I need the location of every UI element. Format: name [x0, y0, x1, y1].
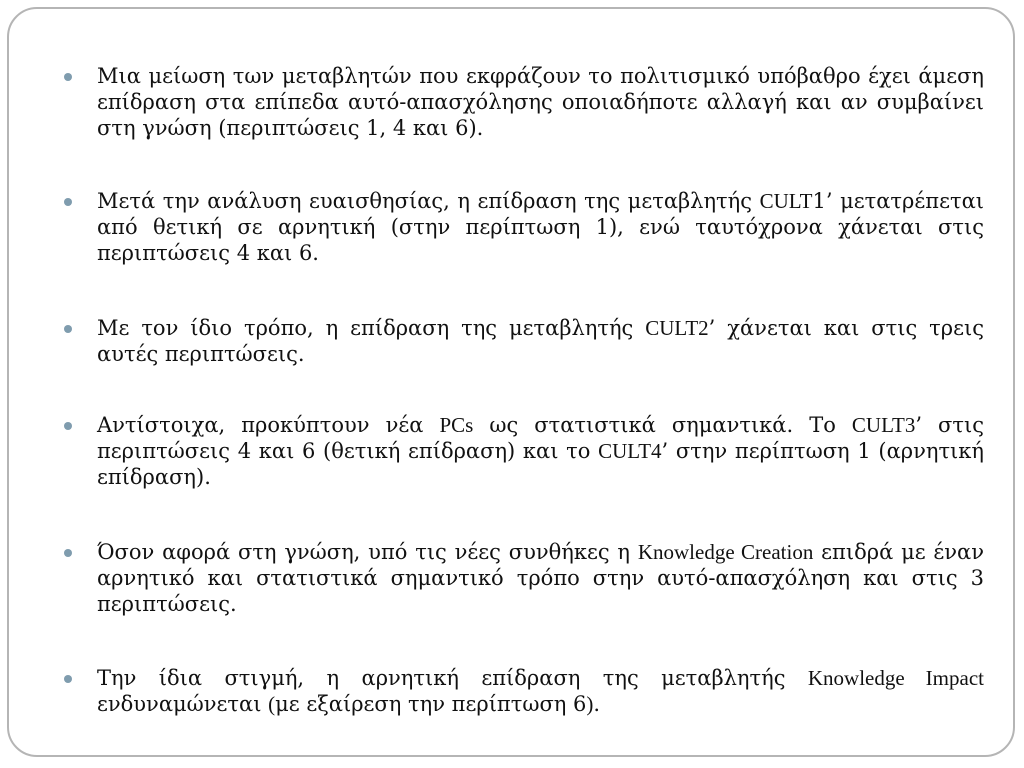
bullet-5-text-a: Όσον αφορά στη γνώση, υπό τις νέες συνθήκες η — [97, 540, 638, 564]
slide-content — [64, 59, 984, 749]
bullet-5-text-b: επιδρά με έναν αρνητικό και στατιστικά σημαντικό τρόπο στην αυτό-απασχόληση και στις 3 περιπτώσεις. — [97, 540, 985, 616]
bullet-dot-icon — [64, 422, 72, 430]
bullet-2-variable: CULT — [759, 189, 813, 213]
bullet-6-variable: Knowledge Impact — [807, 666, 984, 690]
bullet-item-1 — [64, 63, 984, 141]
bullet-6-paren-close: ) — [586, 692, 594, 716]
bullet-dot-icon — [64, 675, 72, 683]
bullet-4-pcs: PCs — [439, 413, 474, 437]
bullet-dot-icon — [64, 549, 72, 557]
bullet-4-text-d: ’ στην περίπτωση 1 (αρνητική επίδραση). — [97, 439, 984, 489]
bullet-item-6 — [64, 665, 984, 717]
bullet-dot-icon — [64, 325, 72, 333]
bullet-4-text-c: ’ στις περιπτώσεις 4 και 6 (θετική επίδραση) και το — [97, 413, 984, 463]
bullet-3-variable: CULT2 — [645, 316, 709, 340]
bullet-item-5 — [64, 539, 984, 617]
bullet-4-variable-cult4: CULT4 — [598, 439, 662, 463]
bullet-text-3 — [97, 315, 984, 367]
bullet-2-text-a: Μετά την ανάλυση ευαισθησίας, η επίδραση της μεταβλητής — [97, 189, 760, 213]
bullet-item-4 — [64, 412, 984, 490]
bullet-text-6 — [97, 665, 984, 717]
bullet-text-4 — [97, 412, 984, 490]
bullet-4-text-b: ως στατιστικά σημαντικά. Το — [473, 413, 852, 437]
bullet-item-3 — [64, 315, 984, 367]
bullet-item-2 — [64, 188, 984, 266]
bullet-6-text-b: ενδυναμώνεται — [97, 692, 269, 716]
slide-frame — [7, 7, 1015, 757]
bullet-text-5 — [97, 539, 984, 617]
bullet-dot-icon — [64, 73, 72, 81]
bullet-6-text-c: με εξαίρεση την περίπτωση 6 — [275, 692, 587, 716]
bullet-6-paren-open: ( — [268, 692, 276, 716]
bullet-dot-icon — [64, 198, 72, 206]
bullet-3-text-a: Με τον ίδιο τρόπο, η επίδραση της μεταβλητής — [97, 316, 646, 340]
bullet-text-2 — [97, 188, 984, 266]
bullet-4-variable-cult3: CULT3 — [851, 413, 916, 437]
bullet-6-period: . — [593, 692, 601, 716]
bullet-5-variable: Knowledge Creation — [637, 540, 814, 564]
bullet-text-1 — [97, 63, 984, 141]
bullet-1-text: Μια μείωση των μεταβλητών που εκφράζουν το πολιτισμικό υπόβαθρο έχει άμεση επίδραση στα επίπεδα αυτό-απασχόλησης οποιαδήποτε αλλαγή και αν συμβαίνει στη γνώση (περιπτώσεις 1, 4 και 6). — [97, 64, 984, 140]
bullet-6-text-a: Την ίδια στιγμή, η αρνητική επίδραση της μεταβλητής — [97, 666, 808, 690]
bullet-2-text-b: 1’ μετατρέπεται από θετική σε αρνητική (στην περίπτωση 1), ενώ ταυτόχρονα χάνεται στις περιπτώσεις 4 και 6. — [97, 189, 984, 265]
bullet-3-text-b: ’ χάνεται και στις τρεις αυτές περιπτώσεις. — [97, 316, 984, 366]
bullet-4-text-a: Αντίστοιχα, προκύπτουν νέα — [97, 413, 440, 437]
